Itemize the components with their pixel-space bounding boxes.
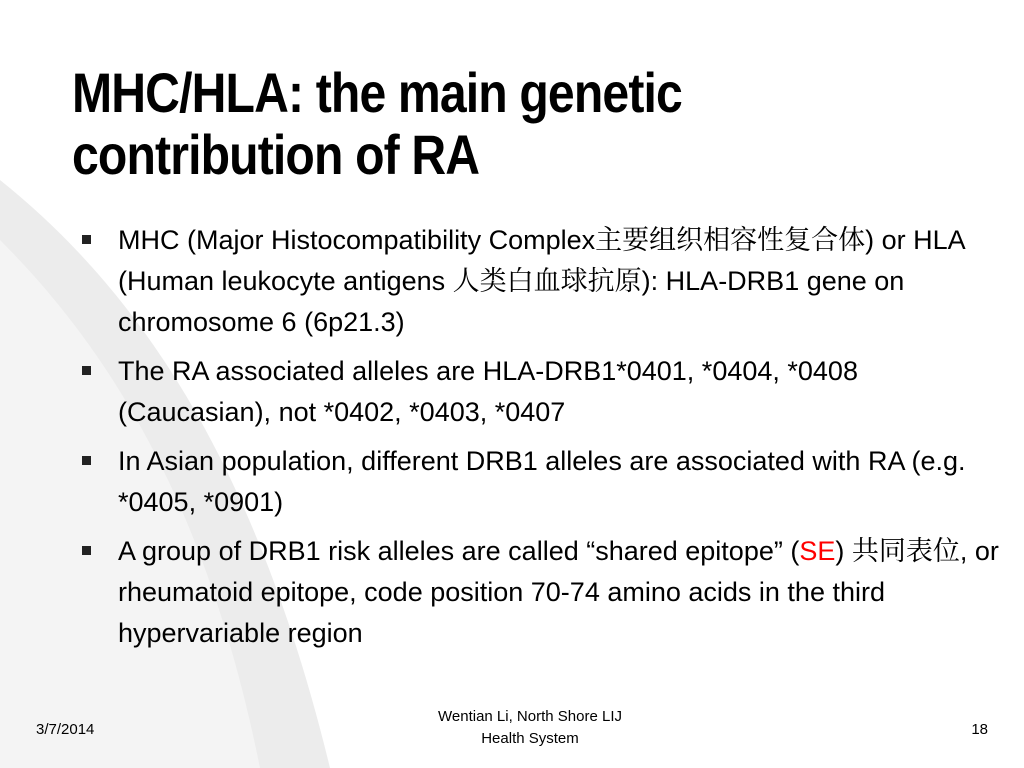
bullet-item-asian bbox=[80, 441, 1000, 523]
bullet-item-mhc bbox=[80, 220, 1000, 343]
bullet-list bbox=[80, 220, 1000, 662]
bullet-text: In Asian population, different DRB1 alleles are associated with RA (e.g. *0405, *0901) bbox=[118, 446, 966, 517]
bullet-text-end: ) 共同表位, or rheumatoid epitope, code position 70-74 amino acids in the third hypervariable region bbox=[118, 536, 999, 648]
slide-title-line-1: MHC/HLA: the main genetic bbox=[72, 61, 682, 124]
bullet-text: The RA associated alleles are HLA-DRB1*0401, *0404, *0408 (Caucasian), not *0402, *0403, *0407 bbox=[118, 356, 858, 427]
se-highlight: SE bbox=[799, 536, 836, 566]
bullet-item-shared-epitope bbox=[80, 531, 1000, 654]
slide-title-line-2: contribution of RA bbox=[72, 123, 480, 186]
footer-author-line-1: Wentian Li, North Shore LIJ bbox=[438, 708, 622, 725]
bullet-text-start: A group of DRB1 risk alleles are called “shared epitope” ( bbox=[118, 536, 800, 566]
footer-author bbox=[400, 706, 660, 750]
square-bullet-icon bbox=[82, 366, 91, 375]
square-bullet-icon bbox=[82, 235, 91, 244]
slide-title bbox=[72, 62, 846, 186]
bullet-item-alleles bbox=[80, 351, 1000, 433]
bullet-text: MHC (Major Histocompatibility Complex主要组织相容性复合体) or HLA (Human leukocyte antigens 人类白血球抗原): HLA-DRB1 gene on chromosome 6 (6p21.3) bbox=[118, 225, 965, 337]
square-bullet-icon bbox=[82, 546, 91, 555]
page-number: 18 bbox=[971, 721, 988, 738]
footer-author-line-2: Health System bbox=[481, 730, 579, 747]
square-bullet-icon bbox=[82, 456, 91, 465]
footer-date: 3/7/2014 bbox=[36, 721, 95, 738]
